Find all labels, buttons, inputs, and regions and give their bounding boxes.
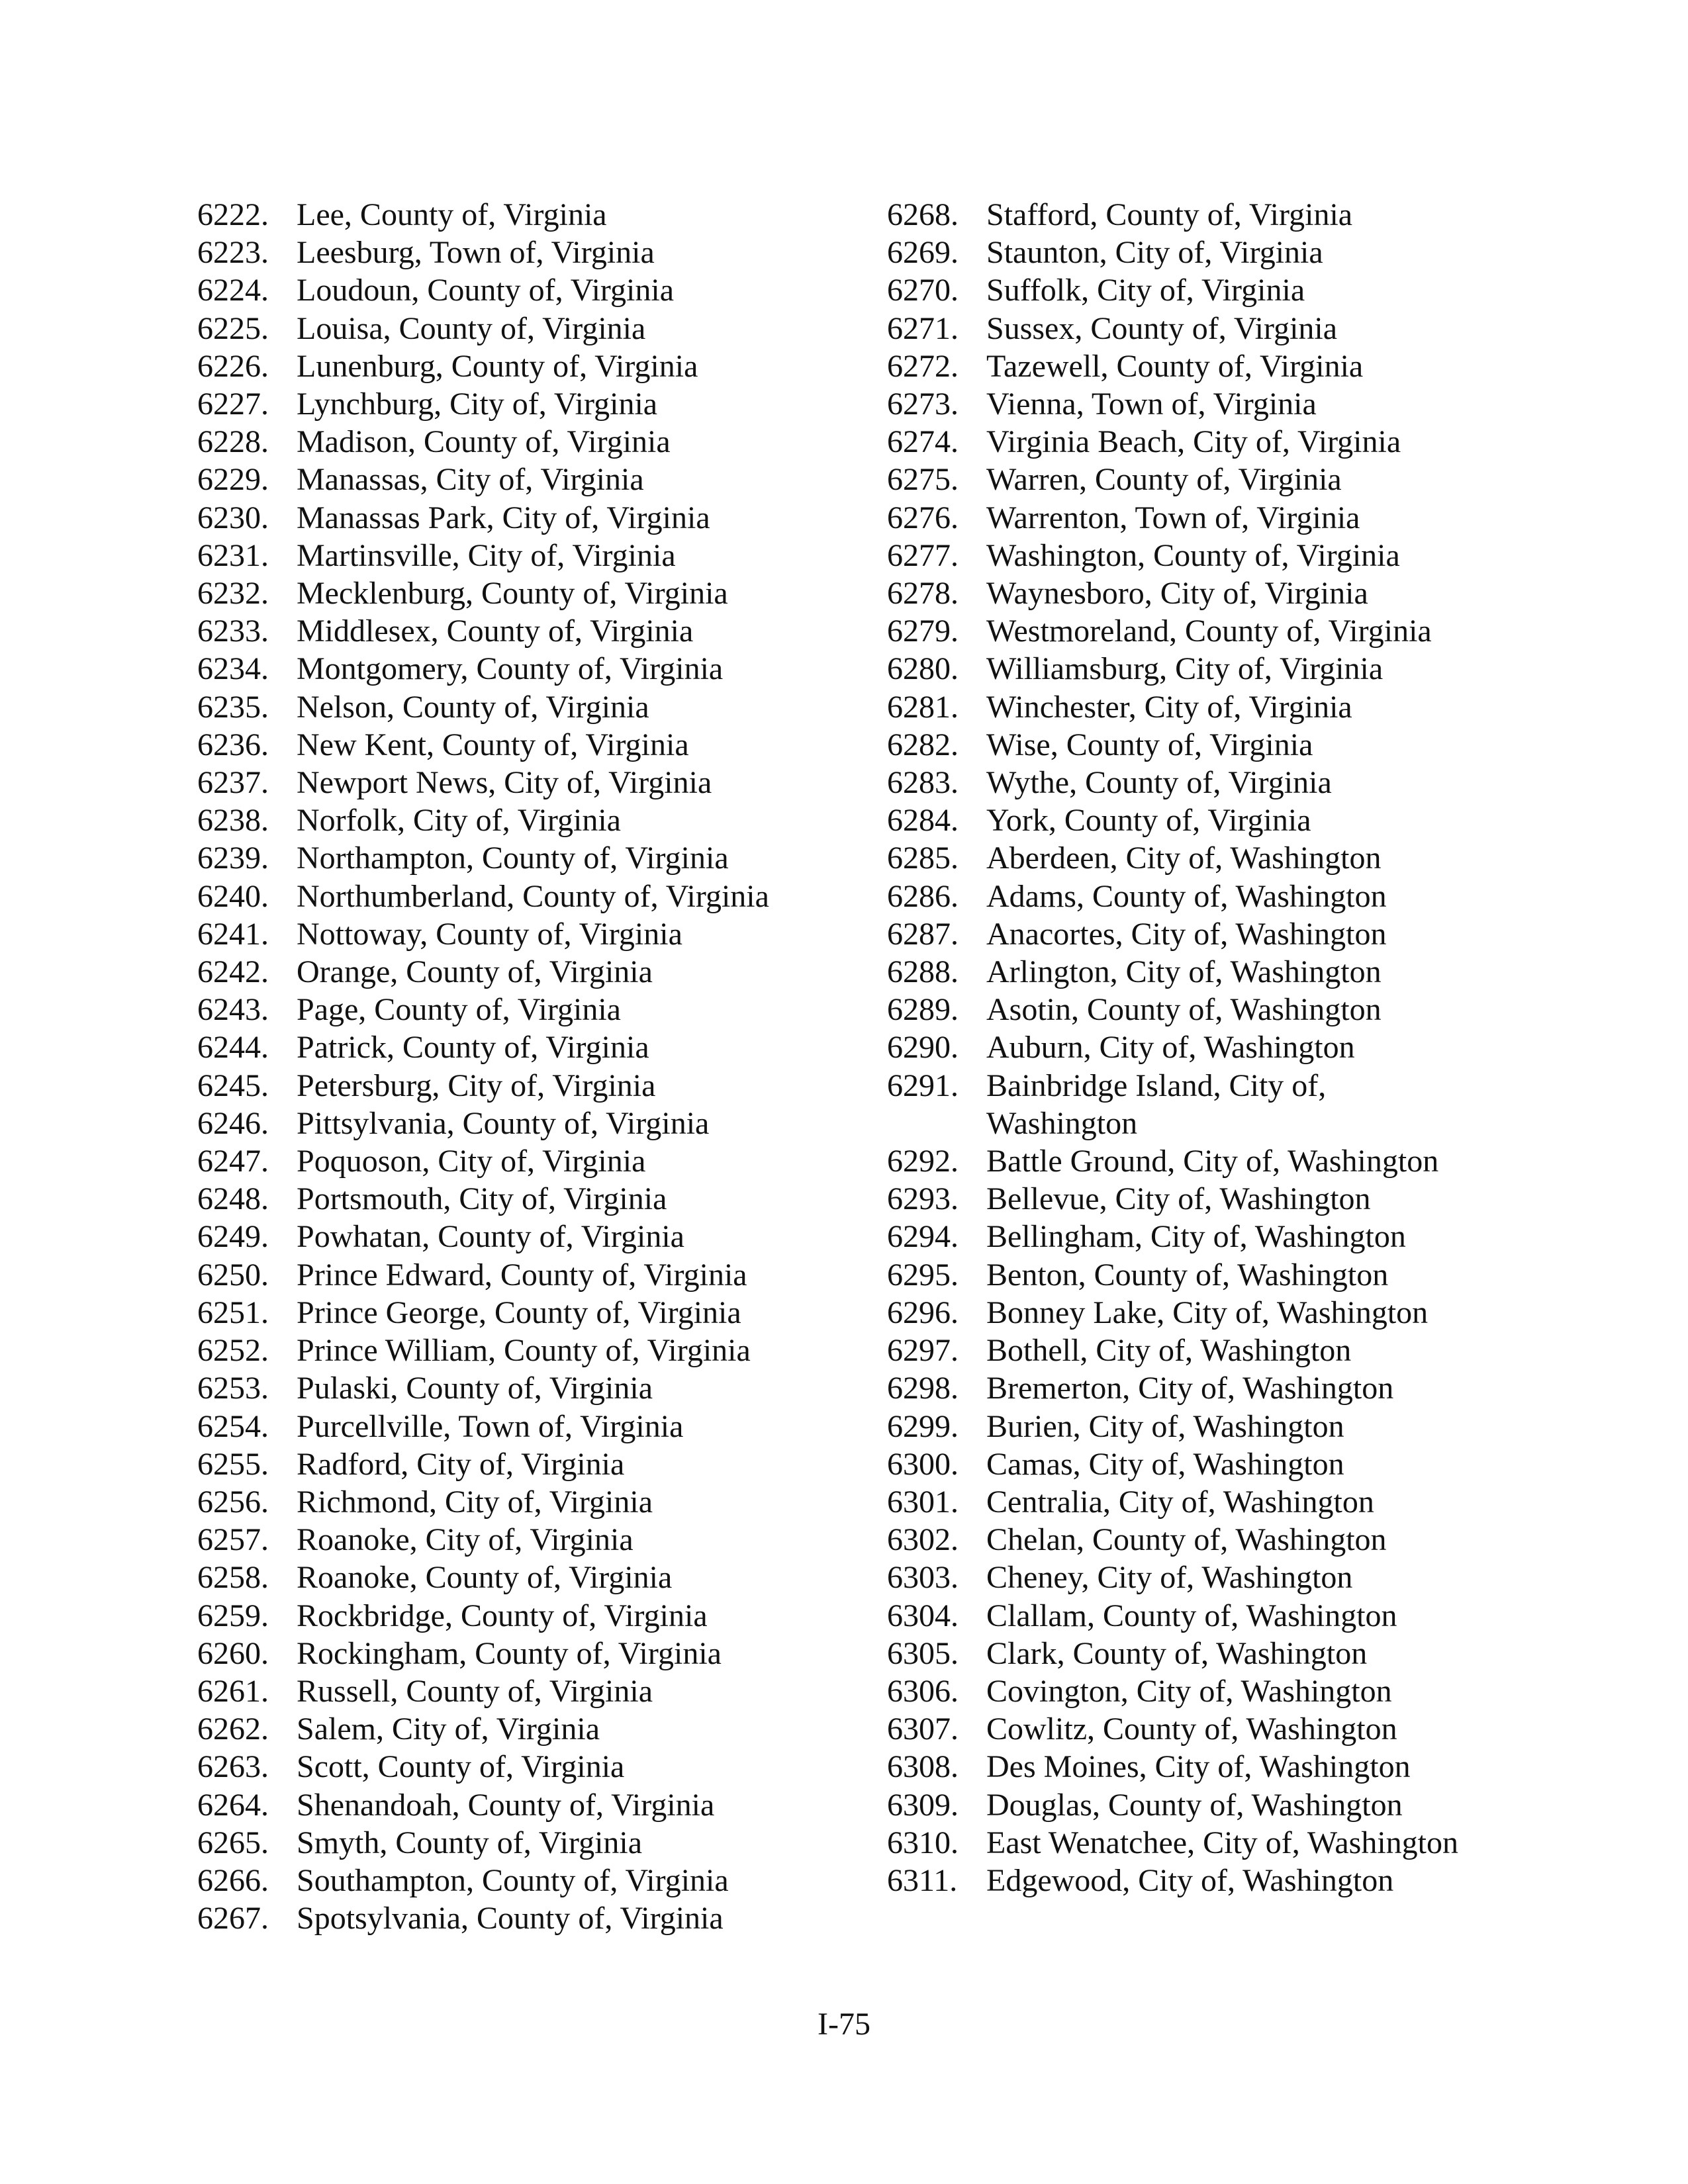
entry-number: 6292. [887,1144,959,1179]
list-item [887,1597,1549,1635]
entry-name: Smyth, County of, Virginia [297,1825,643,1860]
entry-name: Bainbridge Island, City of, Washington [986,1068,1327,1141]
entry-name: Wythe, County of, Virginia [986,765,1332,801]
entry-number: 6234. [197,651,269,687]
entry-number: 6226. [197,348,269,384]
list-item [197,574,859,612]
entry-number: 6307. [887,1711,959,1747]
entry-name: Bremerton, City of, Washington [986,1371,1394,1406]
entry-number: 6271. [887,310,959,346]
entry-number: 6237. [197,765,269,801]
entry-number: 6295. [887,1257,959,1293]
list-item [197,347,859,385]
entry-number: 6232. [197,576,269,612]
entry-name: Wise, County of, Virginia [986,727,1313,762]
list-item [887,991,1549,1028]
entry-number: 6283. [887,765,959,801]
entry-number: 6256. [197,1484,269,1520]
entry-number: 6250. [197,1257,269,1293]
entry-number: 6249. [197,1219,269,1255]
page-number: I-75 [818,2007,870,2042]
list-item [197,726,859,764]
entry-number: 6244. [197,1030,269,1066]
list-item [197,1028,859,1066]
entry-number: 6230. [197,500,269,535]
entry-name: Washington, County of, Virginia [986,537,1400,573]
entry-number: 6289. [887,992,959,1028]
entry-number: 6288. [887,954,959,990]
entry-name: Manassas, City of, Virginia [297,462,644,498]
entry-name: Page, County of, Virginia [297,992,621,1028]
entry-name: East Wenatchee, City of, Washington [986,1825,1459,1860]
entry-name: Aberdeen, City of, Washington [986,841,1382,876]
entry-name: Mecklenburg, County of, Virginia [297,576,728,612]
entry-number: 6258. [197,1560,269,1596]
list-item [197,499,859,537]
entry-number: 6252. [197,1333,269,1369]
list-item [887,1256,1549,1294]
list-item [197,839,859,877]
list-item [197,764,859,801]
entry-number: 6291. [887,1068,959,1103]
entry-number: 6302. [887,1522,959,1558]
entry-number: 6241. [197,916,269,952]
entry-number: 6270. [887,273,959,308]
entry-name: Pulaski, County of, Virginia [297,1371,653,1406]
entry-number: 6298. [887,1371,959,1406]
entry-name: Richmond, City of, Virginia [297,1484,653,1520]
entry-number: 6260. [197,1635,269,1671]
list-item [887,688,1549,726]
list-item [887,953,1549,991]
entry-number: 6285. [887,841,959,876]
entry-name: Lee, County of, Virginia [297,197,607,232]
entry-number: 6276. [887,500,959,535]
list-item [887,1824,1549,1862]
entry-name: Rockingham, County of, Virginia [297,1635,722,1671]
entry-number: 6265. [197,1825,269,1860]
list-item [887,461,1549,498]
entry-number: 6233. [197,614,269,649]
entry-name: Westmoreland, County of, Virginia [986,614,1432,649]
entry-number: 6293. [887,1181,959,1217]
entry-name: Edgewood, City of, Washington [986,1862,1394,1898]
entry-number: 6240. [197,878,269,914]
entry-name: Bothell, City of, Washington [986,1333,1352,1369]
entry-name: Orange, County of, Virginia [297,954,653,990]
entry-number: 6278. [887,576,959,612]
entry-number: 6229. [197,462,269,498]
list-item [887,1862,1549,1899]
entry-number: 6310. [887,1825,959,1860]
list-item [887,878,1549,915]
entry-name: Roanoke, City of, Virginia [297,1522,633,1558]
entry-name: Des Moines, City of, Washington [986,1749,1411,1785]
entry-number: 6305. [887,1635,959,1671]
list-item [197,991,859,1028]
entry-number: 6236. [197,727,269,762]
list-item [887,1672,1549,1710]
entry-number: 6275. [887,462,959,498]
entry-number: 6290. [887,1030,959,1066]
entry-number: 6308. [887,1749,959,1785]
list-item [197,1294,859,1332]
entry-name: Arlington, City of, Washington [986,954,1382,990]
entry-number: 6228. [197,424,269,460]
entry-number: 6303. [887,1560,959,1596]
entry-number: 6294. [887,1219,959,1255]
list-item [197,915,859,953]
entry-name: Williamsburg, City of, Virginia [986,651,1383,687]
list-item [887,1408,1549,1445]
list-item [887,650,1549,688]
entry-name: Centralia, City of, Washington [986,1484,1374,1520]
list-item [887,1445,1549,1483]
entry-name: Petersburg, City of, Virginia [297,1068,656,1103]
list-item [197,612,859,650]
entry-number: 6269. [887,235,959,271]
list-item [197,1710,859,1748]
entry-number: 6309. [887,1787,959,1823]
list-item [197,196,859,234]
entry-number: 6263. [197,1749,269,1785]
entry-number: 6306. [887,1673,959,1709]
list-item [887,574,1549,612]
entry-number: 6227. [197,387,269,422]
entry-number: 6242. [197,954,269,990]
entry-name: Anacortes, City of, Washington [986,916,1387,952]
entry-number: 6255. [197,1446,269,1482]
entry-name: Portsmouth, City of, Virginia [297,1181,667,1217]
entry-name: Stafford, County of, Virginia [986,197,1353,232]
entry-number: 6231. [197,537,269,573]
entry-number: 6264. [197,1787,269,1823]
list-item [887,1483,1549,1521]
list-item [197,688,859,726]
entry-name: Bonney Lake, City of, Washington [986,1295,1429,1330]
entry-name: Asotin, County of, Washington [986,992,1382,1028]
list-item [197,953,859,991]
list-item [197,1332,859,1369]
list-item [887,1635,1549,1672]
list-item [887,839,1549,877]
entry-number: 6299. [887,1408,959,1444]
list-item [197,1786,859,1824]
entry-name: Middlesex, County of, Virginia [297,614,694,649]
entry-number: 6297. [887,1333,959,1369]
entry-name: Radford, City of, Virginia [297,1446,625,1482]
list-item [197,1369,859,1407]
list-item [197,1899,859,1937]
entry-number: 6222. [197,197,269,232]
entry-name: Nottoway, County of, Virginia [297,916,682,952]
entry-name: Madison, County of, Virginia [297,424,671,460]
list-item [887,537,1549,574]
list-item [887,499,1549,537]
entry-number: 6235. [197,689,269,725]
list-item [887,915,1549,953]
entry-number: 6267. [197,1901,269,1936]
entry-name: Bellevue, City of, Washington [986,1181,1371,1217]
list-item [887,1710,1549,1748]
entry-name: Bellingham, City of, Washington [986,1219,1406,1255]
entry-name: Spotsylvania, County of, Virginia [297,1901,724,1936]
list-item [197,650,859,688]
list-item [887,385,1549,423]
entry-name: Adams, County of, Washington [986,878,1387,914]
entry-number: 6245. [197,1068,269,1103]
list-item [887,1332,1549,1369]
list-item [887,196,1549,234]
entry-name: Manassas Park, City of, Virginia [297,500,710,535]
list-item [887,764,1549,801]
entry-name: Staunton, City of, Virginia [986,235,1323,271]
entry-number: 6257. [197,1522,269,1558]
entry-name: Douglas, County of, Washington [986,1787,1403,1823]
entry-name: Prince George, County of, Virginia [297,1295,741,1330]
entry-number: 6272. [887,348,959,384]
entry-number: 6280. [887,651,959,687]
list-item [887,1067,1549,1142]
list-item [197,1748,859,1786]
entry-name: Loudoun, County of, Virginia [297,273,674,308]
entry-name: Patrick, County of, Virginia [297,1030,649,1066]
list-item [887,347,1549,385]
list-item [197,1559,859,1596]
list-item [887,1559,1549,1596]
entry-name: Chelan, County of, Washington [986,1522,1387,1558]
list-item [197,423,859,461]
entry-number: 6247. [197,1144,269,1179]
right-column-list [887,196,1549,1899]
list-item [887,726,1549,764]
entry-name: Pittsylvania, County of, Virginia [297,1105,710,1141]
list-item [197,1862,859,1899]
entry-name: Lynchburg, City of, Virginia [297,387,658,422]
entry-name: Cowlitz, County of, Washington [986,1711,1397,1747]
entry-number: 6277. [887,537,959,573]
list-item [197,385,859,423]
list-item [887,1786,1549,1824]
entry-number: 6282. [887,727,959,762]
list-item [197,310,859,347]
entry-number: 6261. [197,1673,269,1709]
list-item [887,801,1549,839]
list-item [197,1067,859,1105]
entry-name: Montgomery, County of, Virginia [297,651,724,687]
entry-name: Newport News, City of, Virginia [297,765,712,801]
entry-number: 6284. [887,803,959,839]
entry-number: 6279. [887,614,959,649]
entry-name: Sussex, County of, Virginia [986,310,1338,346]
entry-name: Tazewell, County of, Virginia [986,348,1364,384]
list-item [197,234,859,271]
list-item [197,1635,859,1672]
list-item [197,1597,859,1635]
entry-name: Leesburg, Town of, Virginia [297,235,655,271]
entry-name: Rockbridge, County of, Virginia [297,1598,708,1633]
list-item [197,1180,859,1218]
entry-number: 6225. [197,310,269,346]
list-item [887,1521,1549,1559]
entry-number: 6301. [887,1484,959,1520]
entry-name: Russell, County of, Virginia [297,1673,653,1709]
entry-name: Warren, County of, Virginia [986,462,1342,498]
left-column-list [197,196,859,1937]
entry-number: 6266. [197,1862,269,1898]
entry-number: 6296. [887,1295,959,1330]
entry-number: 6262. [197,1711,269,1747]
entry-name: Northampton, County of, Virginia [297,841,729,876]
entry-number: 6281. [887,689,959,725]
list-item [197,1445,859,1483]
list-item [887,1142,1549,1180]
entry-name: Roanoke, County of, Virginia [297,1560,673,1596]
entry-name: Clark, County of, Washington [986,1635,1368,1671]
entry-number: 6273. [887,387,959,422]
entry-number: 6311. [887,1862,958,1898]
entry-number: 6254. [197,1408,269,1444]
entry-name: Burien, City of, Washington [986,1408,1344,1444]
entry-name: Camas, City of, Washington [986,1446,1344,1482]
entry-name: Poquoson, City of, Virginia [297,1144,646,1179]
list-item [887,234,1549,271]
entry-name: Covington, City of, Washington [986,1673,1392,1709]
entry-name: Salem, City of, Virginia [297,1711,600,1747]
entry-name: Lunenburg, County of, Virginia [297,348,698,384]
list-item [197,1408,859,1445]
entry-number: 6253. [197,1371,269,1406]
entry-name: Cheney, City of, Washington [986,1560,1353,1596]
entry-number: 6286. [887,878,959,914]
entry-name: Norfolk, City of, Virginia [297,803,621,839]
entry-name: Martinsville, City of, Virginia [297,537,676,573]
list-item [197,537,859,574]
entry-number: 6243. [197,992,269,1028]
entry-name: Louisa, County of, Virginia [297,310,646,346]
list-item [887,310,1549,347]
entry-number: 6300. [887,1446,959,1482]
entry-name: Clallam, County of, Washington [986,1598,1397,1633]
entry-number: 6238. [197,803,269,839]
entry-name: Nelson, County of, Virginia [297,689,649,725]
list-item [197,1142,859,1180]
entry-number: 6268. [887,197,959,232]
entry-name: New Kent, County of, Virginia [297,727,689,762]
entry-name: Vienna, Town of, Virginia [986,387,1317,422]
list-item [887,1028,1549,1066]
list-item [887,1294,1549,1332]
list-item [197,1824,859,1862]
list-item [887,1748,1549,1786]
list-item [887,271,1549,309]
entry-name: Prince William, County of, Virginia [297,1333,751,1369]
list-item [197,1105,859,1142]
entry-name: Prince Edward, County of, Virginia [297,1257,747,1293]
entry-name: Winchester, City of, Virginia [986,689,1352,725]
entry-name: Purcellville, Town of, Virginia [297,1408,684,1444]
entry-name: Powhatan, County of, Virginia [297,1219,684,1255]
entry-name: Suffolk, City of, Virginia [986,273,1305,308]
list-item [197,1256,859,1294]
list-item [197,1672,859,1710]
list-item [197,1218,859,1255]
entry-name: York, County of, Virginia [986,803,1311,839]
entry-number: 6251. [197,1295,269,1330]
entry-name: Battle Ground, City of, Washington [986,1144,1439,1179]
entry-number: 6239. [197,841,269,876]
entry-name: Scott, County of, Virginia [297,1749,625,1785]
entry-name: Northumberland, County of, Virginia [297,878,769,914]
list-item [197,1521,859,1559]
list-item [197,878,859,915]
entry-name: Shenandoah, County of, Virginia [297,1787,715,1823]
entry-number: 6287. [887,916,959,952]
list-item [887,1218,1549,1255]
entry-number: 6246. [197,1105,269,1141]
entry-name: Waynesboro, City of, Virginia [986,576,1368,612]
list-item [197,1483,859,1521]
list-item [887,612,1549,650]
entry-number: 6248. [197,1181,269,1217]
list-item [887,1180,1549,1218]
list-item [887,1369,1549,1407]
list-item [197,461,859,498]
entry-name: Warrenton, Town of, Virginia [986,500,1360,535]
list-item [887,423,1549,461]
list-item [197,801,859,839]
entry-number: 6223. [197,235,269,271]
entry-name: Benton, County of, Washington [986,1257,1389,1293]
entry-name: Auburn, City of, Washington [986,1030,1355,1066]
list-item [197,271,859,309]
entry-name: Virginia Beach, City of, Virginia [986,424,1401,460]
entry-number: 6224. [197,273,269,308]
entry-number: 6274. [887,424,959,460]
entry-number: 6259. [197,1598,269,1633]
entry-number: 6304. [887,1598,959,1633]
entry-name: Southampton, County of, Virginia [297,1862,729,1898]
